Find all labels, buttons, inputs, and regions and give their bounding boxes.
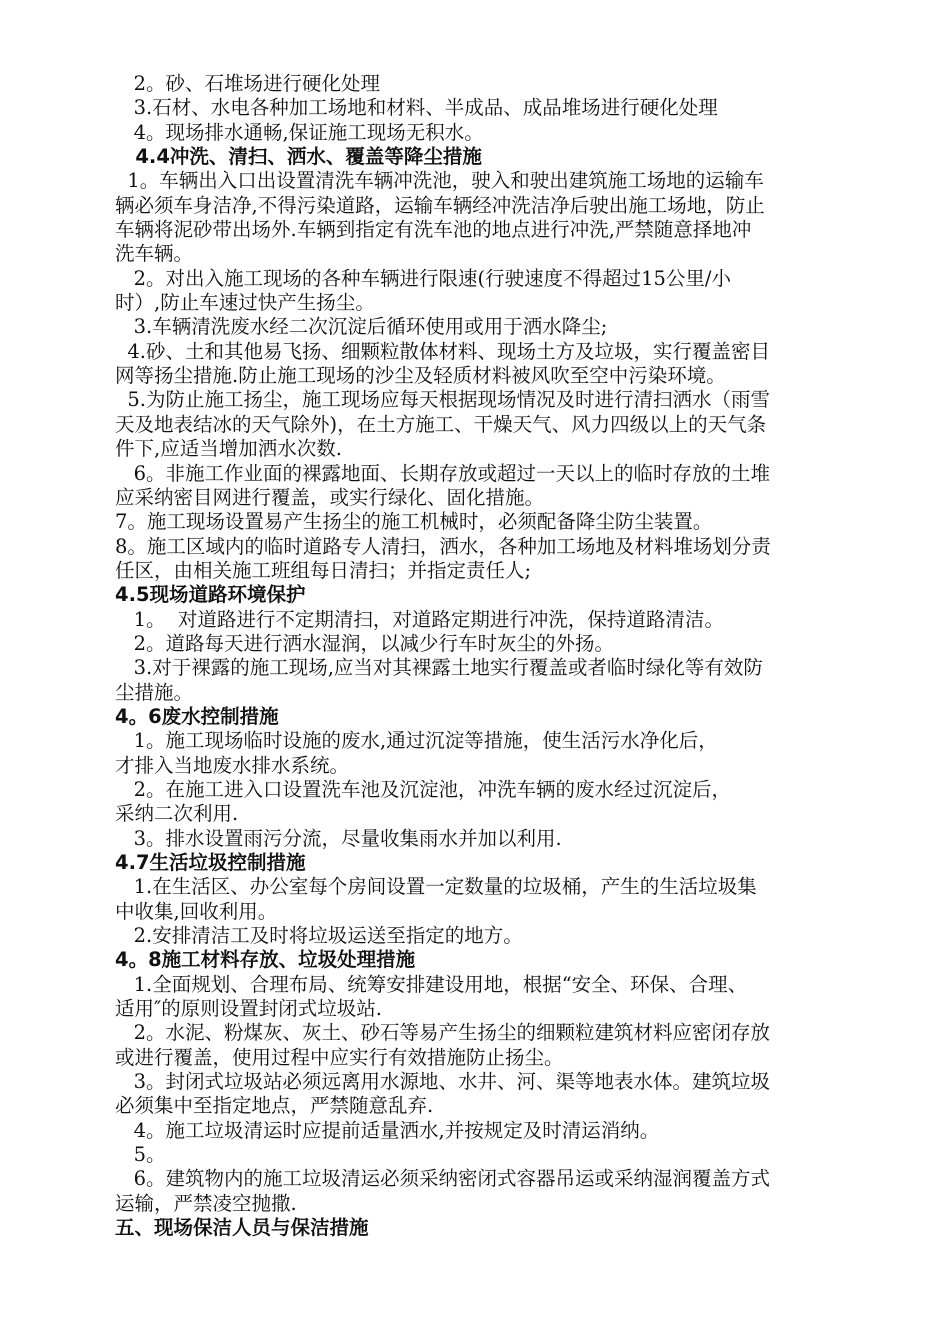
paragraph-line: 2.安排清洁工及时将垃圾运送至指定的地方。: [115, 924, 523, 948]
paragraph-line: 适用″的原则设置封闭式垃圾站.: [115, 997, 382, 1021]
paragraph-line: 3.对于裸露的施工现场,应当对其裸露土地实行覆盖或者临时绿化等有效防: [115, 656, 763, 680]
section-heading: 4.5现场道路环境保护: [115, 583, 306, 607]
paragraph-line: 1。车辆出入口出设置清洗车辆冲洗池，驶入和驶出建筑施工场地的运输车: [115, 169, 764, 193]
paragraph-line: 车辆将泥砂带出场外.车辆到指定有洗车池的地点进行冲洗,严禁随意择地冲: [115, 218, 752, 242]
paragraph-line: 天及地表结冰的天气除外)，在土方施工、干燥天气、风力四级以上的天气条: [115, 412, 767, 436]
paragraph-line: 尘措施。: [115, 680, 194, 704]
section-heading: 4。6废水控制措施: [115, 704, 279, 728]
document-body: [115, 72, 840, 1241]
paragraph-line: 中收集,回收利用。: [115, 899, 278, 923]
paragraph-line: 必须集中至指定地点，严禁随意乱弃.: [115, 1094, 434, 1118]
paragraph-line: 3.车辆清洗废水经二次沉淀后循环使用或用于洒水降尘;: [115, 315, 608, 339]
paragraph-line: 6。非施工作业面的裸露地面、长期存放或超过一天以上的临时存放的土堆: [115, 461, 771, 485]
paragraph-line: 辆必须车身洁净,不得污染道路，运输车辆经冲洗洁净后驶出施工场地，防止: [115, 193, 765, 217]
paragraph-line: 2。水泥、粉煤灰、灰土、砂石等易产生扬尘的细颗粒建筑材料应密闭存放: [115, 1021, 771, 1045]
paragraph-line: 时）,防止车速过快产生扬尘。: [115, 291, 375, 315]
paragraph-line: 网等扬尘措施.防止施工现场的沙尘及轻质材料被风吹至空中污染环境。: [115, 364, 726, 388]
paragraph-line: 5.为防止施工扬尘，施工现场应每天根据现场情况及时进行清扫洒水（雨雪: [115, 388, 771, 412]
paragraph-line: 2。对出入施工现场的各种车辆进行限速(行驶速度不得超过15公里/小: [115, 266, 731, 290]
paragraph-line: 3。封闭式垃圾站必须远离用水源地、水井、河、渠等地表水体。建筑垃圾: [115, 1070, 771, 1094]
paragraph-line: 1。施工现场临时设施的废水,通过沉淀等措施，使生活污水净化后，: [115, 729, 718, 753]
paragraph-line: 2。在施工进入口设置洗车池及沉淀池，冲洗车辆的废水经过沉淀后，: [115, 777, 732, 801]
paragraph-line: 2。道路每天进行洒水湿润，以减少行车时灰尘的外扬。: [115, 631, 615, 655]
section-heading: 4。8施工材料存放、垃圾处理措施: [115, 948, 416, 972]
paragraph-line: 6。建筑物内的施工垃圾清运必须采纳密闭式容器吊运或采纳湿润覆盖方式: [115, 1167, 771, 1191]
paragraph-line: 4。施工垃圾清运时应提前适量洒水,并按规定及时清运消纳。: [115, 1118, 660, 1142]
paragraph-line: 任区，由相关施工班组每日清扫；并指定责任人;: [115, 558, 532, 582]
section-heading: 4.4冲洗、清扫、洒水、覆盖等降尘措施: [115, 145, 482, 169]
paragraph-line: 3。排水设置雨污分流，尽量收集雨水并加以利用.: [115, 826, 562, 850]
paragraph-line: 1.在生活区、办公室每个房间设置一定数量的垃圾桶，产生的生活垃圾集: [115, 875, 757, 899]
paragraph-line: 运输，严禁凌空抛撒.: [115, 1191, 297, 1215]
paragraph-line: 7。施工现场设置易产生扬尘的施工机械时，必须配备降尘防尘装置。: [115, 510, 713, 534]
paragraph-line: 1.全面规划、合理布局、统筹安排建设用地，根据“安全、环保、合理、: [115, 972, 748, 996]
paragraph-line: 件下,应适当增加洒水次数.: [115, 437, 342, 461]
paragraph-line: 才排入当地废水排水系统。: [115, 753, 350, 777]
paragraph-line: 洗车辆。: [115, 242, 194, 266]
paragraph-line: 2。砂、石堆场进行硬化处理: [115, 72, 381, 95]
paragraph-line: 8。施工区域内的临时道路专人清扫，洒水，各种加工场地及材料堆场划分责: [115, 534, 771, 558]
paragraph-line: 或进行覆盖，使用过程中应实行有效措施防止扬尘。: [115, 1045, 564, 1069]
paragraph-line: 1。 对道路进行不定期清扫，对道路定期进行冲洗，保持道路清洁。: [115, 607, 724, 631]
section-heading: 五、现场保洁人员与保洁措施: [115, 1216, 369, 1240]
paragraph-line: 采纳二次利用.: [115, 802, 239, 826]
paragraph-line: 3.石材、水电各种加工场地和材料、半成品、成品堆场进行硬化处理: [115, 96, 718, 120]
paragraph-line: 4.砂、土和其他易飞扬、细颗粒散体材料、现场土方及垃圾，实行覆盖密目: [115, 339, 771, 363]
paragraph-line: 应采纳密目网进行覆盖，或实行绿化、固化措施。: [115, 485, 545, 509]
paragraph-line: 5。: [115, 1143, 166, 1167]
section-heading: 4.7生活垃圾控制措施: [115, 851, 306, 874]
paragraph-line: 4。现场排水通畅,保证施工现场无积水。: [115, 120, 484, 144]
